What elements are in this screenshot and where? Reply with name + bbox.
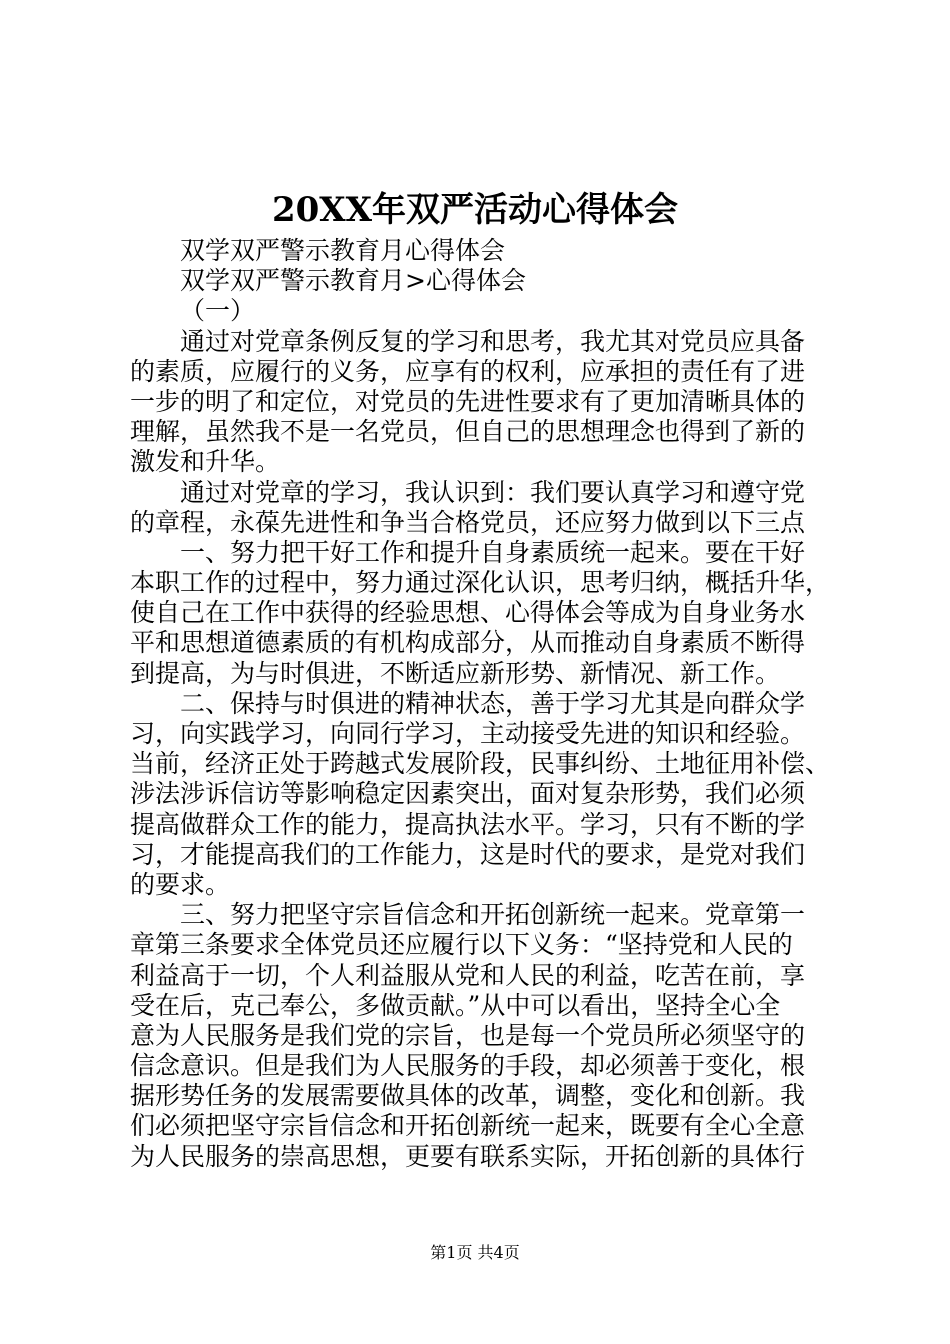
paragraph-line: 二、保持与时俱进的精神状态，善于学习尤其是向群众学 — [180, 688, 806, 718]
paragraph-line: 习，才能提高我们的工作能力，这是时代的要求，是党对我们 — [130, 839, 806, 869]
paragraph-line: 的素质，应履行的义务，应享有的权利，应承担的责任有了进 — [130, 356, 806, 386]
paragraph-line: 受在后，克己奉公，多做贡献。”从中可以看出，坚持全心全 — [130, 990, 781, 1020]
paragraph-line: 激发和升华。 — [130, 447, 281, 477]
paragraph-line: 的要求。 — [130, 869, 231, 899]
paragraph-line: 章第三条要求全体党员还应履行以下义务：“坚持党和人民的 — [130, 930, 793, 960]
document-body — [130, 236, 830, 1172]
paragraph-line: 习，向实践学习，向同行学习，主动接受先进的知识和经验。 — [130, 719, 806, 748]
paragraph-line: 一、努力把干好工作和提升自身素质统一起来。要在干好 — [180, 537, 806, 567]
paragraph-line: 利益高于一切，个人利益服从党和人民的利益，吃苦在前，享 — [130, 960, 806, 990]
subtitle-line: 双学双严警示教育月心得体会 — [180, 236, 506, 265]
paragraph-line: 的章程，永葆先进性和争当合格党员，还应努力做到以下三点 — [130, 507, 806, 537]
paragraph-line: 平和思想道德素质的有机构成部分，从而推动自身素质不断得 — [130, 628, 806, 658]
paragraph-line: 使自己在工作中获得的经验思想、心得体会等成为自身业务水 — [130, 598, 806, 628]
paragraph-line: 意为人民服务是我们党的宗旨，也是每一个党员所必须坚守的 — [130, 1020, 806, 1050]
paragraph-line: 为人民服务的崇高思想，更要有联系实际，开拓创新的具体行 — [130, 1141, 806, 1171]
paragraph-line: 通过对党章条例反复的学习和思考，我尤其对党员应具备 — [180, 326, 806, 356]
paragraph-line: 信念意识。但是我们为人民服务的手段，却必须善于变化，根 — [130, 1051, 806, 1081]
paragraph-line: 理解，虽然我不是一名党员，但自己的思想理念也得到了新的 — [130, 417, 806, 447]
subtitle-line: 双学双严警示教育月>心得体会 — [180, 266, 526, 296]
paragraph-line: 据形势任务的发展需要做具体的改革，调整，变化和创新。我 — [130, 1081, 806, 1111]
paragraph-line: 涉法涉诉信访等影响稳定因素突出，面对复杂形势，我们必须 — [130, 779, 806, 809]
paragraph-line: 当前，经济正处于跨越式发展阶段，民事纠纷、土地征用补偿、 — [130, 749, 831, 779]
paragraph-line: 们必须把坚守宗旨信念和开拓创新统一起来，既要有全心全意 — [130, 1111, 806, 1141]
paragraph-line: 一步的明了和定位，对党员的先进性要求有了更加清晰具体的 — [130, 386, 806, 416]
page-footer: 第1页 共4页 — [430, 1243, 520, 1262]
paragraph-line: 到提高，为与时俱进，不断适应新形势、新情况、新工作。 — [130, 658, 781, 688]
paragraph-line: 本职工作的过程中，努力通过深化认识，思考归纳，概括升华， — [130, 568, 831, 598]
paragraph-line: 提高做群众工作的能力，提高执法水平。学习，只有不断的学 — [130, 809, 806, 839]
paragraph-line: 通过对党章的学习，我认识到：我们要认真学习和遵守党 — [180, 477, 806, 507]
section-marker: （一） — [180, 296, 256, 326]
paragraph-line: 三、努力把坚守宗旨信念和开拓创新统一起来。党章第一 — [180, 900, 806, 930]
document-title: 20XX年双严活动心得体会 — [271, 190, 679, 230]
